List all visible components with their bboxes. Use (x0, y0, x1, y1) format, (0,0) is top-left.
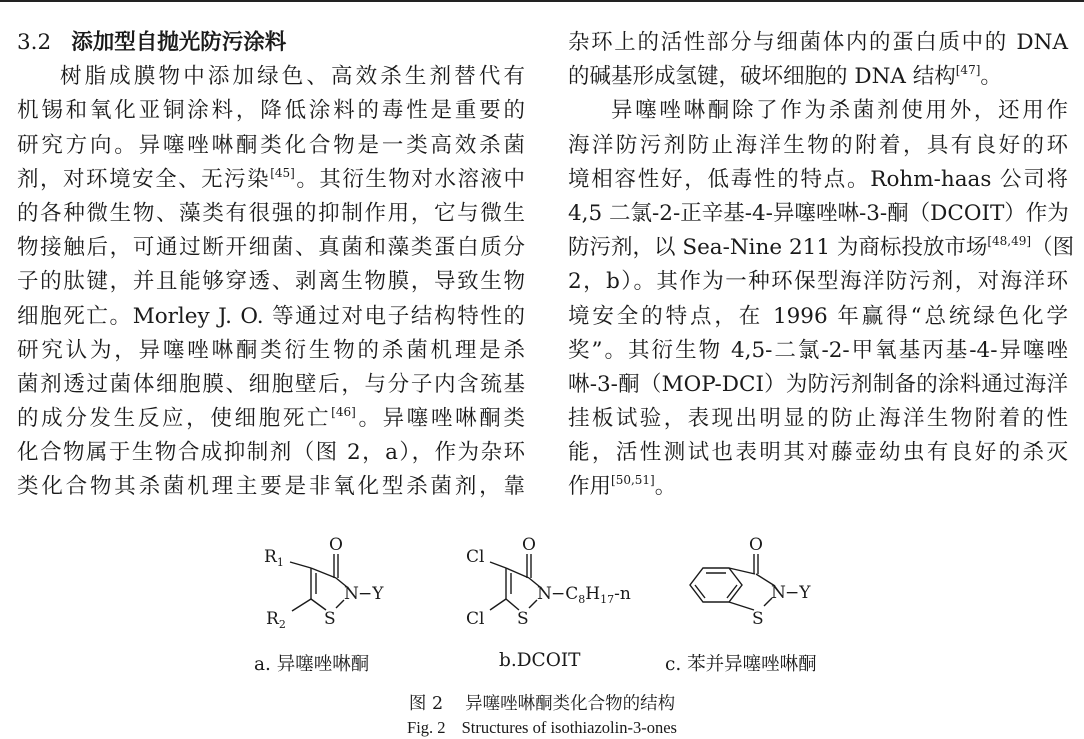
right-column (568, 26, 1075, 505)
figure-title-en: Structures of isothiazolin-3-ones (461, 718, 677, 737)
sublabel-b: b.DCOIT (499, 650, 581, 671)
text-line: 树脂成膜物中添加绿色、高效杀生剂替代有 (60, 64, 525, 90)
section-heading (17, 26, 525, 60)
text-line: 2，b）。其作为一种环保型海洋防污剂，对海洋环 (568, 269, 1068, 295)
text-line: 作用[50,51]。 (568, 473, 677, 500)
top-rule (0, 0, 1084, 2)
text-line: 境安全的特点，在 1996 年赢得“总统绿色化学 (568, 303, 1068, 329)
figure-caption-zh (0, 690, 1084, 715)
citation-ref: [45] (270, 165, 295, 180)
substituent-octyl: $-C_8H_{17}-n$ (551, 584, 631, 606)
atom-n: N (344, 584, 359, 604)
text-line: 类化合物其杀菌机理主要是非氧化型杀菌剂，靠 (17, 474, 525, 500)
substituent-y: −Y (785, 583, 811, 603)
text-line: 防污剂，以 Sea-Nine 211 为商标投放市场[48,49]（图 (568, 234, 1075, 261)
atom-o: O (329, 535, 343, 555)
figure-2 (0, 532, 1084, 739)
text-line: 化合物属于生物合成抑制剂（图 2，a），作为杂环 (17, 440, 525, 466)
text-line: 的各种微生物、藻类有很强的抑制作用，它与微生 (17, 200, 525, 226)
structure-b-dcoit (464, 532, 644, 644)
citation-ref: [50,51] (611, 473, 655, 488)
sublabel-c: c. 苯并异噻唑啉酮 (665, 654, 817, 675)
left-paragraph (17, 60, 525, 504)
text-line: 物接触后，可通过断开细菌、真菌和藻类蛋白质分 (17, 235, 525, 261)
section-number: 3.2 (17, 30, 52, 55)
citation-ref: [47] (955, 63, 981, 78)
structure-c-benzisothiazolinone (680, 532, 830, 644)
text-line: 研究认为，异噻唑啉酮类衍生物的杀菌机理是杀 (17, 337, 525, 363)
figure-number-en: Fig. 2 (407, 718, 446, 737)
text-line: 啉-3-酮（MOP-DCI）为防污剂制备的涂料通过海洋 (568, 371, 1068, 397)
text-line: 的碱基形成氢键，破坏细胞的 DNA 结构[47]。 (568, 63, 1002, 90)
atom-cl-top: Cl (466, 547, 485, 567)
citation-ref: [48,49] (987, 234, 1032, 249)
text-line: 子的肽键，并且能够穿透、剥离生物膜，导致生物 (17, 269, 525, 295)
text-line: 菌剂透过菌体细胞膜、细胞壁后，与分子内含巯基 (17, 371, 525, 397)
atom-cl-bottom: Cl (466, 609, 485, 629)
text-line: 剂，对环境安全、无污染[45]。其衍生物对水溶液中 (17, 165, 525, 192)
figure-title-zh: 异噻唑啉酮类化合物的结构 (465, 694, 676, 714)
text-line: 挂板试验，表现出明显的防止海洋生物附着的性 (568, 406, 1068, 432)
substituent-y: −Y (358, 584, 384, 604)
atom-o: O (522, 535, 536, 555)
atom-o: O (749, 535, 763, 555)
text-line: 海洋防污剂防止海洋生物的附着，具有良好的环 (568, 132, 1068, 158)
atom-s: S (517, 609, 529, 629)
left-column (17, 26, 525, 505)
atom-s: S (752, 609, 764, 629)
figure-number-zh: 图 2 (408, 694, 444, 714)
text-line: 研究方向。异噻唑啉酮类化合物是一类高效杀菌 (17, 132, 525, 158)
text-line: 的成分发生反应，使细胞死亡[46]。异噻唑啉酮类 (17, 405, 525, 432)
sublabel-a: a. 异噻唑啉酮 (254, 654, 370, 675)
text-line: 杂环上的活性部分与细菌体内的蛋白质中的 DNA (568, 30, 1068, 55)
structure-a-isothiazolinone (262, 532, 402, 644)
text-line: 境相容性好，低毒性的特点。Rohm-haas 公司将 (568, 166, 1068, 192)
atom-n: N (537, 584, 552, 604)
section-title: 添加型自抛光防污涂料 (71, 30, 287, 55)
citation-ref: [46] (331, 405, 356, 420)
text-line: 能，活性测试也表明其对藤壶幼虫有良好的杀灭 (568, 440, 1068, 466)
text-line: 机锡和氧化亚铜涂料，降低涂料的毒性是重要的 (17, 98, 525, 124)
text-line: 4,5 二氯-2-正辛基-4-异噻唑啉-3-酮（DCOIT）作为 (568, 200, 1069, 226)
atom-r2: $R_2$ (266, 609, 286, 631)
atom-r1: $R_1$ (264, 547, 284, 569)
atom-n: N (771, 583, 786, 603)
figure-caption-en (0, 718, 1084, 738)
text-line: 奖”。其衍生物 4,5-二氯-2-甲氧基丙基-4-异噻唑 (568, 337, 1068, 363)
text-line: 异噻唑啉酮除了作为杀菌剂使用外，还用作 (611, 98, 1068, 124)
right-paragraphs (568, 26, 1075, 505)
atom-s: S (324, 609, 336, 629)
text-line: 细胞死亡。Morley J. O. 等通过对电子结构特性的 (17, 303, 525, 329)
